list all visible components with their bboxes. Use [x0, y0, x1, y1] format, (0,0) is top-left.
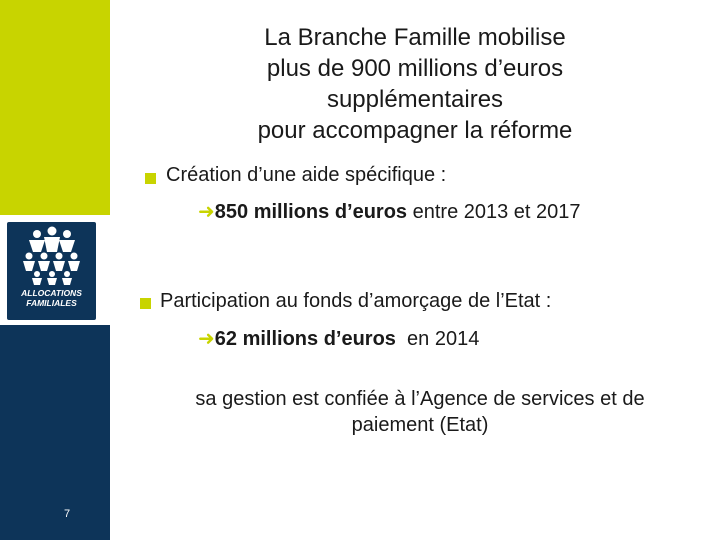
bullet-sub-1-bold: 850 millions d’euros [214, 201, 408, 223]
bullet-marker-2 [140, 298, 151, 309]
caf-logo [7, 222, 96, 320]
arrow-right-icon: ➜ [198, 199, 215, 223]
logo-line-2: FAMILIALES [26, 298, 77, 308]
bullet-sub-2-bold: 62 millions d’euros [214, 328, 396, 350]
sidebar-green-band [0, 0, 110, 215]
page-number: 7 [64, 508, 71, 520]
family-figures-icon [7, 222, 96, 288]
title-line-3: supplémentaires [326, 86, 504, 113]
note-line-1: sa gestion est confiée à l’Agence de services et de [195, 388, 645, 410]
title-line-4: pour accompagner la réforme [257, 117, 573, 144]
bullet-text-2: Participation au fonds d’amorçage de l’Etat : [160, 290, 552, 312]
logo-line-1: ALLOCATIONS [21, 288, 82, 298]
bullet-sub-1-rest: entre 2013 et 2017 [407, 201, 581, 223]
sidebar-navy-band [0, 325, 110, 540]
bullet-marker-1 [145, 173, 156, 184]
sidebar [0, 0, 110, 540]
bullet-text-1: Création d’une aide spécifique : [166, 164, 447, 186]
note-text [140, 386, 700, 438]
bullet-sub-2-rest: en 2014 [395, 328, 480, 350]
slide-title [190, 22, 640, 146]
note-line-2: paiement (Etat) [351, 414, 489, 436]
bullet-sub-2 [198, 326, 479, 351]
bullet-sub-1 [198, 199, 581, 224]
title-line-2: plus de 900 millions d’euros [266, 55, 564, 82]
arrow-right-icon: ➜ [198, 326, 215, 350]
title-line-1: La Branche Famille mobilise [264, 24, 566, 51]
logo-text [7, 288, 96, 308]
